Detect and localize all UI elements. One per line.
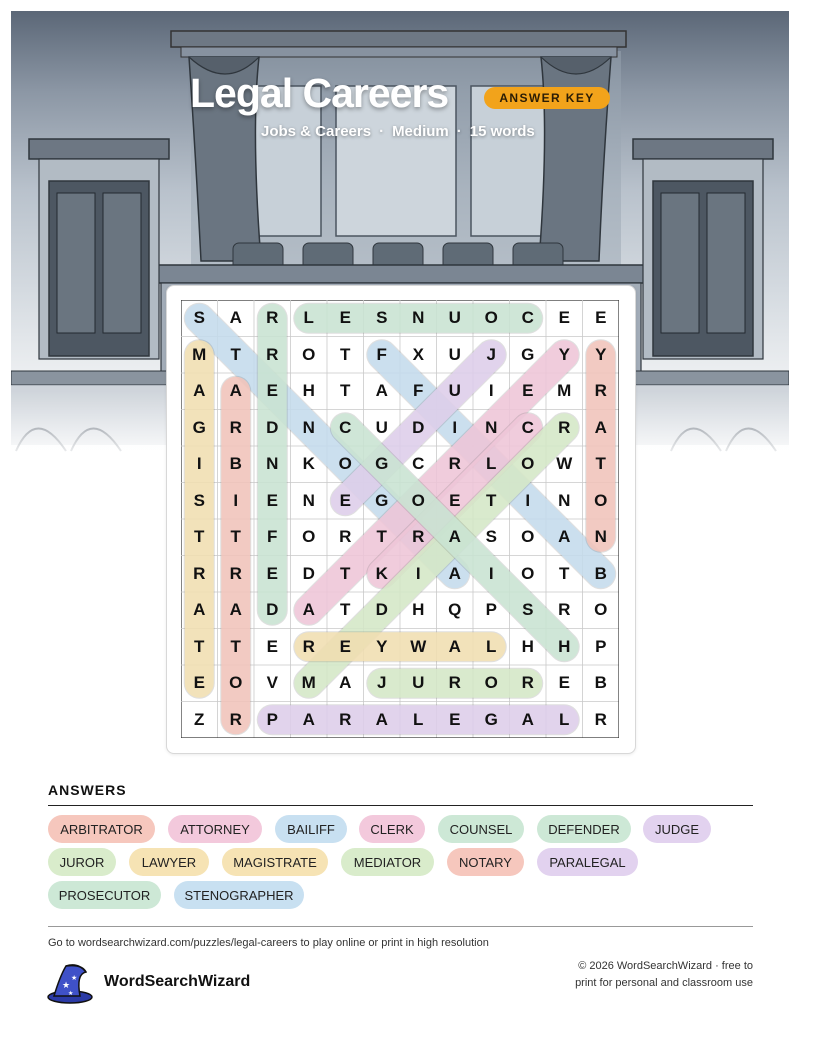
grid-cell: A — [448, 563, 461, 583]
grid-cell: L — [413, 709, 424, 729]
grid-cell: Y — [376, 636, 388, 656]
page-title: Legal Careers — [190, 70, 449, 116]
grid-cell: A — [229, 600, 242, 620]
grid-cell: T — [340, 563, 351, 583]
grid-cell: Y — [558, 344, 570, 364]
grid-cell: R — [558, 417, 571, 437]
grid-cell: F — [413, 381, 424, 401]
answer-chip-bailiff: BAILIFF — [275, 815, 347, 843]
grid-cell: R — [193, 563, 206, 583]
play-online-text: Go to wordsearchwizard.com/puzzles/legal-careers to play online or print in high resolution — [48, 937, 489, 949]
grid-cell: M — [192, 344, 207, 364]
grid-cell: A — [193, 600, 206, 620]
footer-divider — [48, 926, 753, 927]
grid-cell: T — [230, 636, 241, 656]
answer-chip-magistrate: MAGISTRATE — [222, 848, 328, 876]
grid-cell: U — [448, 344, 461, 364]
svg-text:★: ★ — [62, 981, 71, 991]
grid-cell: B — [229, 454, 242, 474]
grid-cell: T — [486, 490, 497, 510]
grid-cell: R — [521, 673, 534, 693]
grid-cell: T — [340, 600, 351, 620]
grid-cell: C — [339, 417, 352, 437]
grid-cell: C — [412, 454, 425, 474]
grid-cell: L — [486, 454, 497, 474]
grid-cell: O — [338, 454, 352, 474]
grid-cell: V — [266, 673, 278, 693]
meta-separator: · — [456, 123, 462, 140]
grid-cell: J — [486, 344, 496, 364]
grid-cell: R — [266, 344, 279, 364]
grid-cell: I — [415, 563, 421, 583]
grid-cell: R — [229, 709, 242, 729]
grid-cell: D — [375, 600, 388, 620]
grid-cell: R — [594, 709, 607, 729]
category-label: Jobs & Careers — [261, 123, 372, 140]
word-count-label: 15 words — [469, 123, 535, 140]
grid-cell: N — [302, 490, 315, 510]
answer-chip-attorney: ATTORNEY — [168, 815, 262, 843]
grid-cell: B — [594, 563, 607, 583]
grid-cell: O — [229, 673, 243, 693]
grid-cell: D — [266, 417, 279, 437]
grid-cell: I — [488, 381, 494, 401]
grid-cell: E — [266, 381, 278, 401]
grid-cell: S — [193, 308, 205, 328]
answer-chip-notary: NOTARY — [447, 848, 524, 876]
word-grid — [181, 300, 619, 738]
grid-cell: M — [301, 673, 316, 693]
grid-cell: E — [339, 490, 351, 510]
grid-cell: X — [412, 344, 424, 364]
wizard-hat-icon — [46, 962, 94, 1009]
answer-chip-defender: DEFENDER — [537, 815, 631, 843]
grid-cell: E — [449, 490, 461, 510]
grid-cell: R — [448, 673, 461, 693]
grid-cell: A — [375, 381, 388, 401]
grid-cell: O — [521, 527, 535, 547]
copyright-text: © 2026 WordSearchWizard · free to print for personal and classroom use — [575, 960, 753, 989]
grid-cell: Q — [448, 600, 462, 620]
grid-cell: S — [193, 490, 205, 510]
grid-cell: E — [595, 308, 607, 328]
answer-chip-stenographer: STENOGRAPHER — [174, 881, 304, 909]
difficulty-label: Medium — [392, 123, 449, 140]
grid-cell: R — [266, 308, 279, 328]
grid-cell: R — [302, 636, 315, 656]
grid-cell: O — [484, 673, 498, 693]
answers-heading: ANSWERS — [48, 782, 127, 798]
grid-cell: M — [557, 381, 572, 401]
grid-cell: A — [229, 381, 242, 401]
grid-cell: L — [303, 308, 314, 328]
grid-cell: E — [339, 636, 351, 656]
grid-cell: T — [230, 344, 241, 364]
puzzle-meta — [261, 123, 535, 140]
answer-chip-lawyer: LAWYER — [129, 848, 209, 876]
meta-separator: · — [379, 123, 385, 140]
grid-cell: O — [302, 344, 316, 364]
grid-cell: O — [521, 563, 535, 583]
answer-chip-paralegal: PARALEGAL — [537, 848, 638, 876]
grid-cell: T — [595, 454, 606, 474]
grid-cell: Y — [595, 344, 607, 364]
grid-cell: A — [558, 527, 571, 547]
answer-chip-mediator: MEDIATOR — [341, 848, 434, 876]
grid-cell: T — [194, 636, 205, 656]
grid-cell: U — [375, 417, 388, 437]
grid-cell: A — [302, 709, 315, 729]
grid-cell: P — [485, 600, 497, 620]
grid-cell: A — [339, 673, 352, 693]
grid-cell: K — [375, 563, 388, 583]
grid-cell: E — [266, 636, 278, 656]
grid-cell: I — [196, 454, 202, 474]
grid-cell: D — [302, 563, 315, 583]
grid-cell: F — [376, 344, 387, 364]
grid-cell: S — [376, 308, 388, 328]
answer-chip-clerk: CLERK — [359, 815, 425, 843]
grid-cell: T — [340, 344, 351, 364]
grid-cell: H — [521, 636, 534, 656]
answer-chip-judge: JUDGE — [643, 815, 711, 843]
grid-cell: R — [229, 417, 242, 437]
grid-cell: A — [448, 636, 461, 656]
grid-cell: C — [521, 417, 534, 437]
grid-cell: E — [339, 308, 351, 328]
grid-cell: L — [486, 636, 497, 656]
grid-cell: A — [302, 600, 315, 620]
grid-cell: Z — [194, 709, 205, 729]
grid-cell: A — [448, 527, 461, 547]
grid-cell: W — [556, 454, 573, 474]
grid-cell: R — [594, 381, 607, 401]
svg-text:★: ★ — [68, 990, 74, 997]
grid-cell: T — [230, 527, 241, 547]
grid-cell: J — [377, 673, 387, 693]
grid-cell: G — [192, 417, 206, 437]
grid-cell: R — [339, 709, 352, 729]
answer-chip-counsel: COUNSEL — [438, 815, 524, 843]
grid-cell: U — [448, 381, 461, 401]
grid-cell: A — [594, 417, 607, 437]
grid-cell: O — [594, 490, 608, 510]
grid-cell: S — [522, 600, 534, 620]
grid-cell: O — [594, 600, 608, 620]
grid-cell: N — [558, 490, 571, 510]
grid-cell: O — [411, 490, 425, 510]
grid-cell: I — [233, 490, 239, 510]
grid-cell: E — [266, 490, 278, 510]
grid-cell: B — [594, 673, 607, 693]
grid-cell: R — [339, 527, 352, 547]
grid-cell: G — [521, 344, 535, 364]
grid-cell: O — [521, 454, 535, 474]
grid-cell: A — [375, 709, 388, 729]
grid-cell: E — [558, 308, 570, 328]
grid-cell: C — [521, 308, 534, 328]
grid-cell: T — [194, 527, 205, 547]
grid-cell: A — [193, 381, 206, 401]
grid-cell: A — [521, 709, 534, 729]
answer-key-badge: ANSWER KEY — [484, 87, 610, 109]
grid-cell: E — [193, 673, 205, 693]
grid-cell: U — [448, 308, 461, 328]
grid-cell: A — [229, 308, 242, 328]
grid-cell: K — [302, 454, 315, 474]
grid-cell: O — [484, 308, 498, 328]
grid-cell: H — [558, 636, 571, 656]
answer-chip-arbitrator: ARBITRATOR — [48, 815, 155, 843]
answer-chip-juror: JUROR — [48, 848, 116, 876]
grid-cell: N — [266, 454, 279, 474]
grid-cell: G — [484, 709, 498, 729]
grid-cell: I — [452, 417, 458, 437]
grid-cell: D — [412, 417, 425, 437]
grid-cell: G — [375, 490, 389, 510]
grid-cell: D — [266, 600, 279, 620]
grid-cell: F — [267, 527, 278, 547]
grid-cell: L — [559, 709, 570, 729]
grid-cell: I — [488, 563, 494, 583]
grid-cell: G — [375, 454, 389, 474]
grid-cell: N — [302, 417, 315, 437]
grid-cell: N — [594, 527, 607, 547]
grid-cell: E — [449, 709, 461, 729]
brand-name: WordSearchWizard — [104, 973, 251, 990]
answer-chip-prosecutor: PROSECUTOR — [48, 881, 161, 909]
grid-cell: P — [595, 636, 607, 656]
answers-divider — [48, 805, 753, 806]
grid-cell: R — [229, 563, 242, 583]
grid-cell: R — [412, 527, 425, 547]
grid-cell: P — [266, 709, 278, 729]
grid-cell: N — [412, 308, 425, 328]
grid-cell: H — [412, 600, 425, 620]
grid-cell: R — [558, 600, 571, 620]
svg-text:★: ★ — [71, 974, 78, 982]
grid-cell: E — [266, 563, 278, 583]
grid-cell: R — [448, 454, 461, 474]
grid-cell: H — [302, 381, 315, 401]
grid-cell: E — [558, 673, 570, 693]
grid-cell: T — [376, 527, 387, 547]
grid-cell: U — [412, 673, 425, 693]
grid-cell: T — [340, 381, 351, 401]
grid-cell: T — [559, 563, 570, 583]
grid-cell: S — [485, 527, 497, 547]
grid-cell: E — [522, 381, 534, 401]
grid-cell: W — [410, 636, 427, 656]
grid-cell: N — [485, 417, 498, 437]
grid-cell: I — [525, 490, 531, 510]
grid-cell: O — [302, 527, 316, 547]
